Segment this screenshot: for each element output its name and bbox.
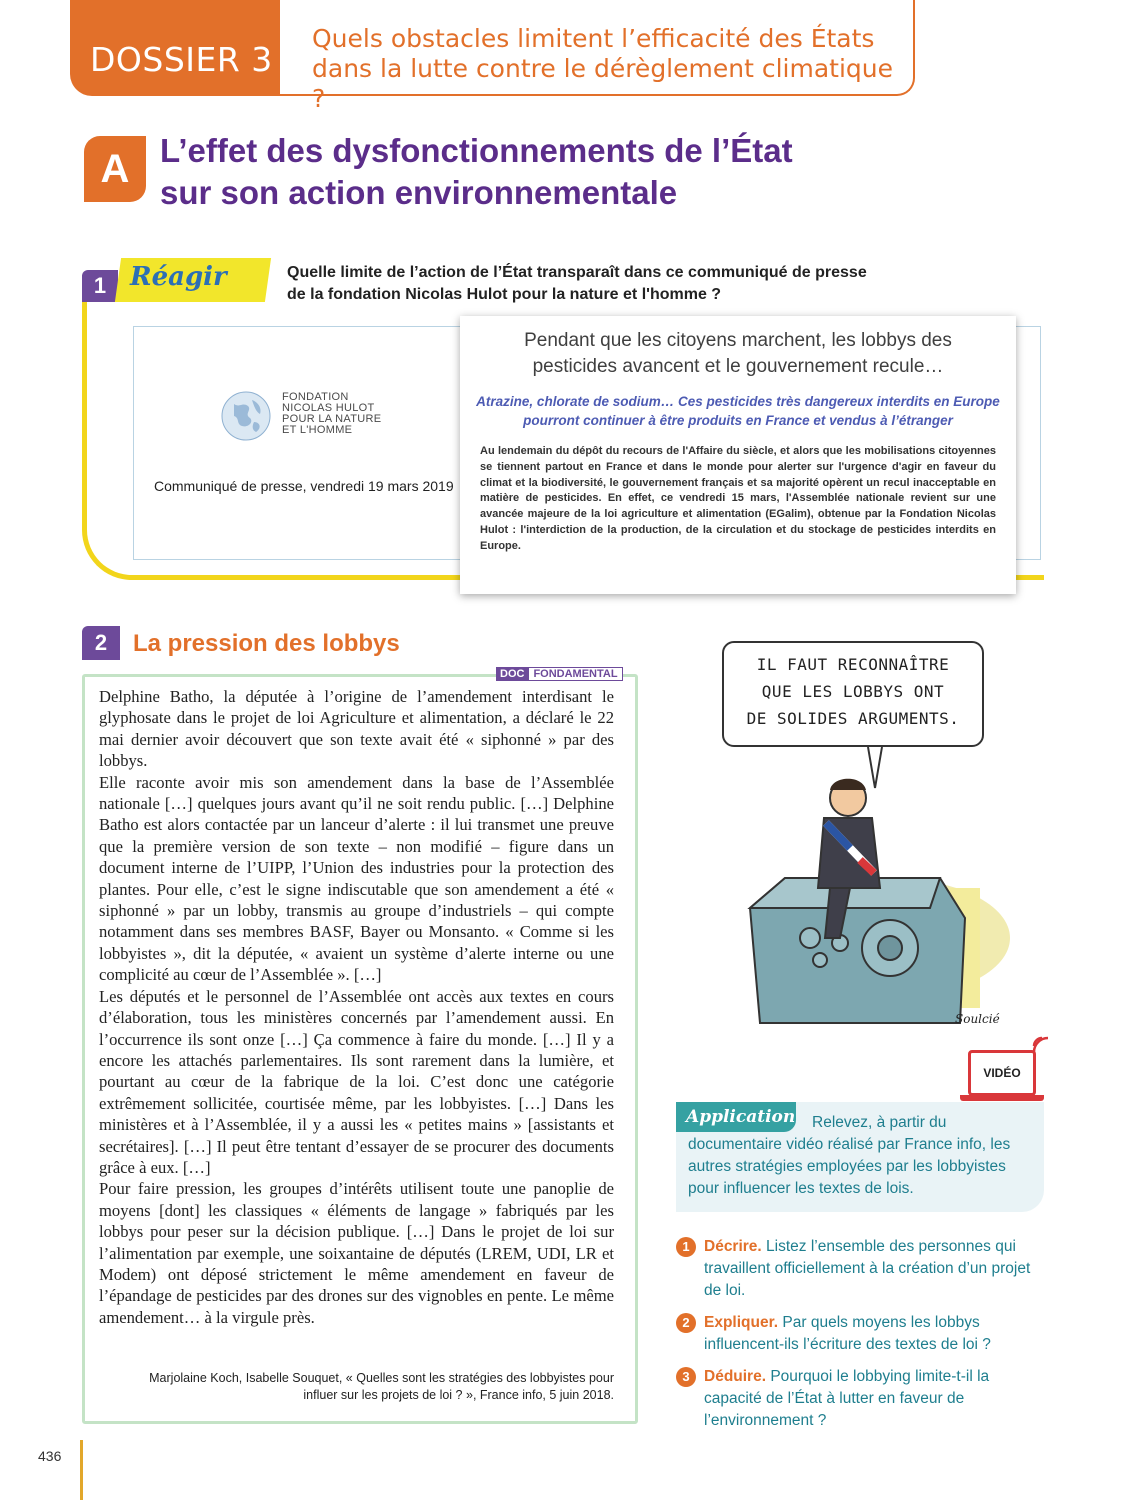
- doc2-paragraph: Elle raconte avoir mis son amendement dans la base de l’Assemblée nationale […] quelques jours avant qu’il ne soit rendu public. […] Delphine Batho est alors contactée par un lanceur d’alerte : il lui transmet une preuve que la première version de son texte – non modifié – figure dans un document interne de l’UIPP, l’Union des industries pour la protection des plantes. Pour elle, c’est le signe indiscutable que son amendement a été « siphonné » par un lobby, transmis au groupe d’industriels – qui compte notamment dans ses membres BASF, Bayer ou Monsanto. « Comme si les lobbyistes », dit la députée, « avaient un système d’alerte interne ou une complicité au cœur de l’Assemblée ». […]: [99, 772, 614, 985]
- question-number: 2: [676, 1313, 696, 1333]
- section-title: [160, 130, 860, 214]
- question-item: [676, 1312, 1046, 1356]
- logo-line: NICOLAS HULOT: [282, 402, 375, 414]
- doc2-source-line1: Marjolaine Koch, Isabelle Souquet, « Quelles sont les stratégies des lobbyistes pour: [149, 1371, 614, 1385]
- doc2-source-line2: influer sur les projets de loi ? », France info, 5 juin 2018.: [303, 1388, 614, 1402]
- speech-text: [734, 651, 972, 732]
- press-release-card: [460, 316, 1016, 594]
- doc1-border-left: [82, 300, 87, 530]
- question-text: Listez l’ensemble des personnes qui travaillent officiellement à la création d’un projet de loi.: [704, 1238, 1031, 1299]
- questions-list: [676, 1236, 1046, 1442]
- speech-line3: DE SOLIDES ARGUMENTS.: [746, 709, 960, 728]
- doc1-question-line1: Quelle limite de l’action de l’État transparaît dans ce communiqué de presse: [287, 264, 867, 281]
- doc2-paragraph: Delphine Batho, la députée à l’origine de l’amendement interdisant le glyphosate dans le projet de loi Agriculture et alimentation, a déclaré le 22 mai dernier avoir découvert que son texte avait été « siphonné » par des lobbys.: [99, 687, 614, 771]
- doc2-number: 2: [82, 626, 120, 660]
- press-headline-line1: Pendant que les citoyens marchent, les lobbys des: [524, 330, 952, 351]
- logo-line: POUR LA NATURE: [282, 413, 382, 425]
- question-keyword: Décrire.: [704, 1238, 762, 1255]
- fondamental-badge-label: FONDAMENTAL: [528, 667, 622, 681]
- doc2-paragraph: Les députés et le personnel de l’Assemblée ont accès aux textes en cours d’élaboration, tous les ministères concernés par l’amendement aussi. En l’occurrence ils sont onze […] Ça commence à faire du monde. […] Il y a encore les attachés parlementaires. Ils sont rarement dans la lumière, et pourtant au cœur de la fabrique de la loi. C’est donc une catégorie extrêmement sollicitée, courtisée même, par les lobbyistes. […] Dans les ministères et à l’Assemblée, il y a aussi les « petites mains » [assistants et secrétaires]. […] Il peut être tentant d’essayer de se procurer des documents grâce à eux. […]: [99, 986, 614, 1177]
- doc1-question-line2: de la fondation Nicolas Hulot pour la nature et l'homme ?: [287, 286, 722, 303]
- press-subhead-line2: pourront continuer à être produits en France et vendus à l’étranger: [523, 413, 953, 428]
- page-number: 436: [38, 1448, 62, 1464]
- dossier-question-line2: dans la lutte contre le dérèglement climatique ?: [312, 54, 893, 113]
- logo-line: FONDATION: [282, 391, 349, 403]
- globe-logo-icon: [220, 390, 272, 442]
- question-item: [676, 1366, 1046, 1432]
- section-title-line1: L’effet des dysfonctionnements de l’État: [160, 132, 793, 169]
- press-headline: [476, 328, 1000, 380]
- doc2-source: [99, 1370, 614, 1404]
- speech-bubble: [722, 641, 984, 747]
- press-body: Au lendemain du dépôt du recours de l'Affaire du siècle, et alors que les mobilisations citoyennes se tiennent partout en France et dans le monde pour alerter sur l'urgence d'agir en faveur du climat et la biodiversité, le gouvernement français et sa majorité opèrent un recul inacceptable en matière de pesticides. En effet, ce vendredi 15 mars, l'Assemblée nationale revient sur une avancée majeure de la loi agriculture et alimentation (EGalim), obtenue par la Fondation Nicolas Hulot : l'interdiction de la production, de la circulation et du stockage de pesticides interdits en Europe.: [480, 445, 996, 552]
- wifi-signal-icon: [1030, 1034, 1054, 1058]
- question-text: Pourquoi le lobbying limite-t-il la capacité de l’État à lutter en faveur de l’environnement ?: [704, 1368, 990, 1429]
- doc2-paragraph: Pour faire pression, les groupes d’intérêts utilisent toute une panoplie de moyens [dont] les classiques « éléments de langage » fabriqués par les lobbys pour peser sur la décision publique. […] Dans le projet de loi sur l’alimentation par exemple, une soixantaine de députés (LREM, UDI, LR et Modem) ont déposé strictement le même amendement en faveur de l’épandage de pesticides par des drones sur des vignobles en pente. Le même amendement… à la virgule près.: [99, 1179, 614, 1327]
- question-number: 1: [676, 1237, 696, 1257]
- doc-fondamental-badge: [496, 667, 623, 681]
- question-body: [704, 1366, 1046, 1432]
- question-body: [704, 1312, 1046, 1356]
- dossier-question-line1: Quels obstacles limitent l’efficacité des États: [312, 24, 875, 53]
- page-margin-bar: [80, 1440, 83, 1500]
- logo-line: ET L'HOMME: [282, 424, 353, 436]
- doc-badge-label: DOC: [496, 667, 528, 681]
- doc2-title: La pression des lobbys: [133, 630, 400, 657]
- speech-line2: QUE LES LOBBYS ONT: [761, 682, 945, 701]
- doc1-number: 1: [82, 270, 118, 302]
- section-letter-badge: A: [84, 136, 146, 202]
- press-release-date: Communiqué de presse, vendredi 19 mars 2019: [154, 478, 454, 494]
- question-keyword: Déduire.: [704, 1368, 767, 1385]
- question-body: [704, 1236, 1046, 1302]
- question-text: Par quels moyens les lobbys influencent-ils l’écriture des textes de loi ?: [704, 1314, 991, 1353]
- press-headline-line2: pesticides avancent et le gouvernement recule…: [532, 356, 944, 377]
- question-number: 3: [676, 1367, 696, 1387]
- application-text: Relevez, à partir du documentaire vidéo réalisé par France info, les autres stratégies employées par les lobbyistes pour influencer les textes de lois.: [688, 1114, 1011, 1197]
- application-tag: Application: [676, 1102, 796, 1132]
- press-subhead-line1: Atrazine, chlorate de sodium… Ces pesticides très dangereux interdits en Europe: [476, 394, 1000, 409]
- doc2-text: [99, 686, 614, 1328]
- video-button[interactable]: [968, 1050, 1036, 1096]
- question-item: [676, 1236, 1046, 1302]
- reagir-tag: Réagir: [130, 262, 227, 292]
- press-subhead: [476, 392, 1000, 430]
- video-laptop-base-icon: [960, 1095, 1044, 1101]
- foundation-logo-text: [282, 392, 381, 436]
- dossier-label: DOSSIER 3: [90, 40, 273, 79]
- dossier-question: [312, 24, 912, 114]
- section-title-line2: sur son action environnementale: [160, 174, 678, 211]
- question-keyword: Expliquer.: [704, 1314, 779, 1331]
- doc1-question: [287, 262, 927, 306]
- cartoonist-signature: Soulcié: [955, 1012, 1000, 1026]
- video-label: VIDÉO: [983, 1066, 1021, 1080]
- speech-line1: IL FAUT RECONNAÎTRE: [756, 655, 950, 674]
